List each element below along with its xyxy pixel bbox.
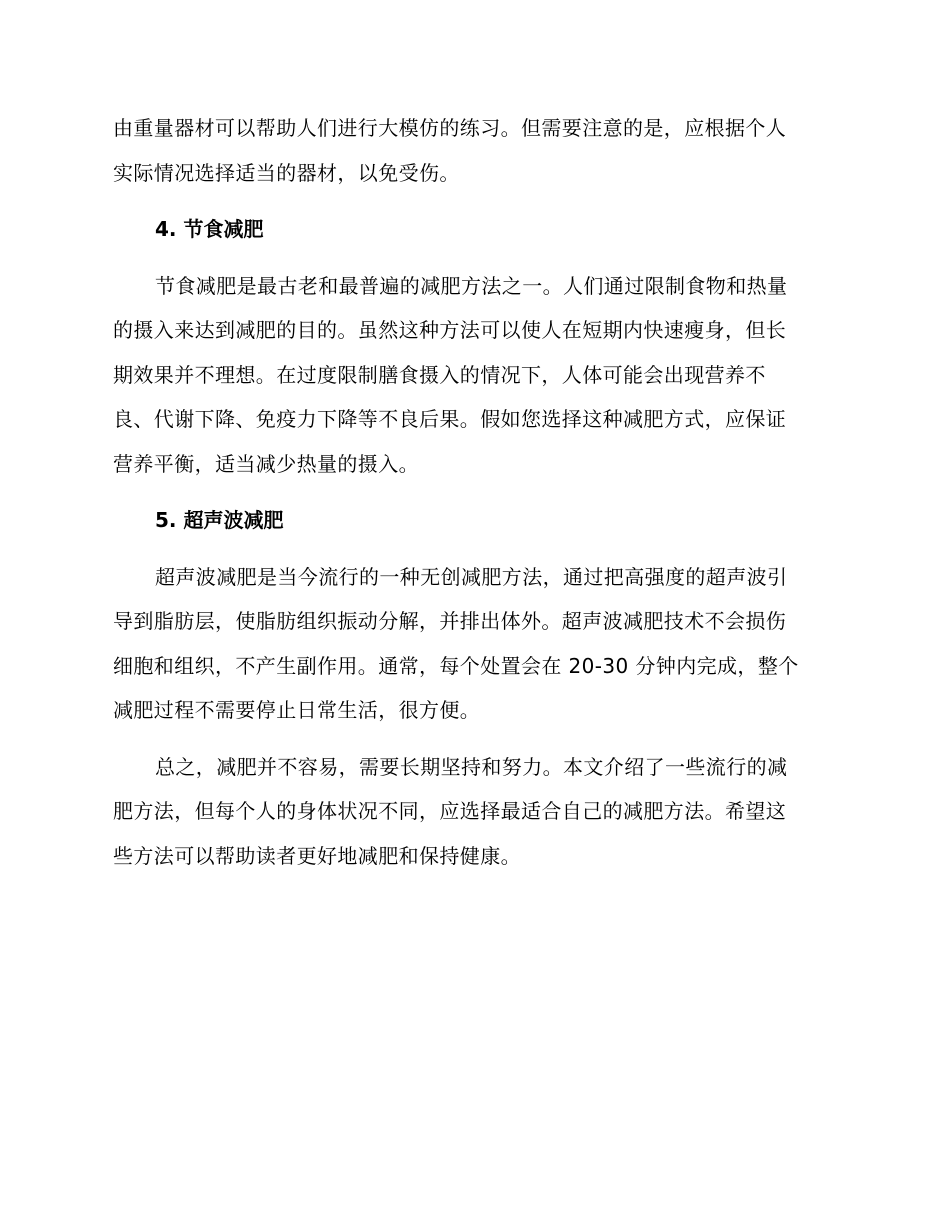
paragraph-line: 减肥过程不需要停止日常生活，很方便。 (113, 698, 481, 722)
paragraph-line: 节食减肥是最古老和最普遍的减肥方法之一。人们通过限制食物和热量 (155, 273, 788, 298)
conclusion-paragraph (113, 745, 833, 879)
ultrasound-paragraph (113, 555, 833, 733)
paragraph-line: 的摄入来达到减肥的目的。虽然这种方法可以使人在短期内快速瘦身，但长 (113, 318, 787, 342)
section-heading-ultrasound: 5. 超声波减肥 (155, 508, 284, 532)
diet-paragraph (113, 264, 833, 487)
paragraph-line: 细胞和组织，不产生副作用。通常，每个处置会在 20-30 分钟内完成，整个 (113, 653, 799, 678)
intro-paragraph (113, 106, 833, 195)
document-body (113, 106, 833, 878)
paragraph-line: 良、代谢下降、免疫力下降等不良后果。假如您选择这种减肥方式，应保证 (113, 407, 787, 431)
paragraph-line: 期效果并不理想。在过度限制膳食摄入的情况下，人体可能会出现营养不 (113, 362, 766, 387)
paragraph-line: 营养平衡，适当减少热量的摄入。 (113, 451, 419, 476)
paragraph-line: 超声波减肥是当今流行的一种无创减肥方法，通过把高强度的超声波引 (155, 564, 788, 589)
paragraph-line: 导到脂肪层，使脂肪组织振动分解，并排出体外。超声波减肥技术不会损伤 (113, 609, 787, 633)
paragraph-line: 些方法可以帮助读者更好地减肥和保持健康。 (113, 843, 521, 868)
paragraph-line: 肥方法，但每个人的身体状况不同，应选择最适合自己的减肥方法。希望这 (113, 799, 787, 823)
paragraph-line: 由重量器材可以帮助人们进行大模仿的练习。但需要注意的是，应根据个人 (113, 116, 787, 140)
section-heading-diet: 4. 节食减肥 (155, 217, 264, 241)
paragraph-line: 实际情况选择适当的器材，以免受伤。 (113, 160, 460, 185)
paragraph-line: 总之，减肥并不容易，需要长期坚持和努力。本文介绍了一些流行的减 (155, 754, 788, 779)
